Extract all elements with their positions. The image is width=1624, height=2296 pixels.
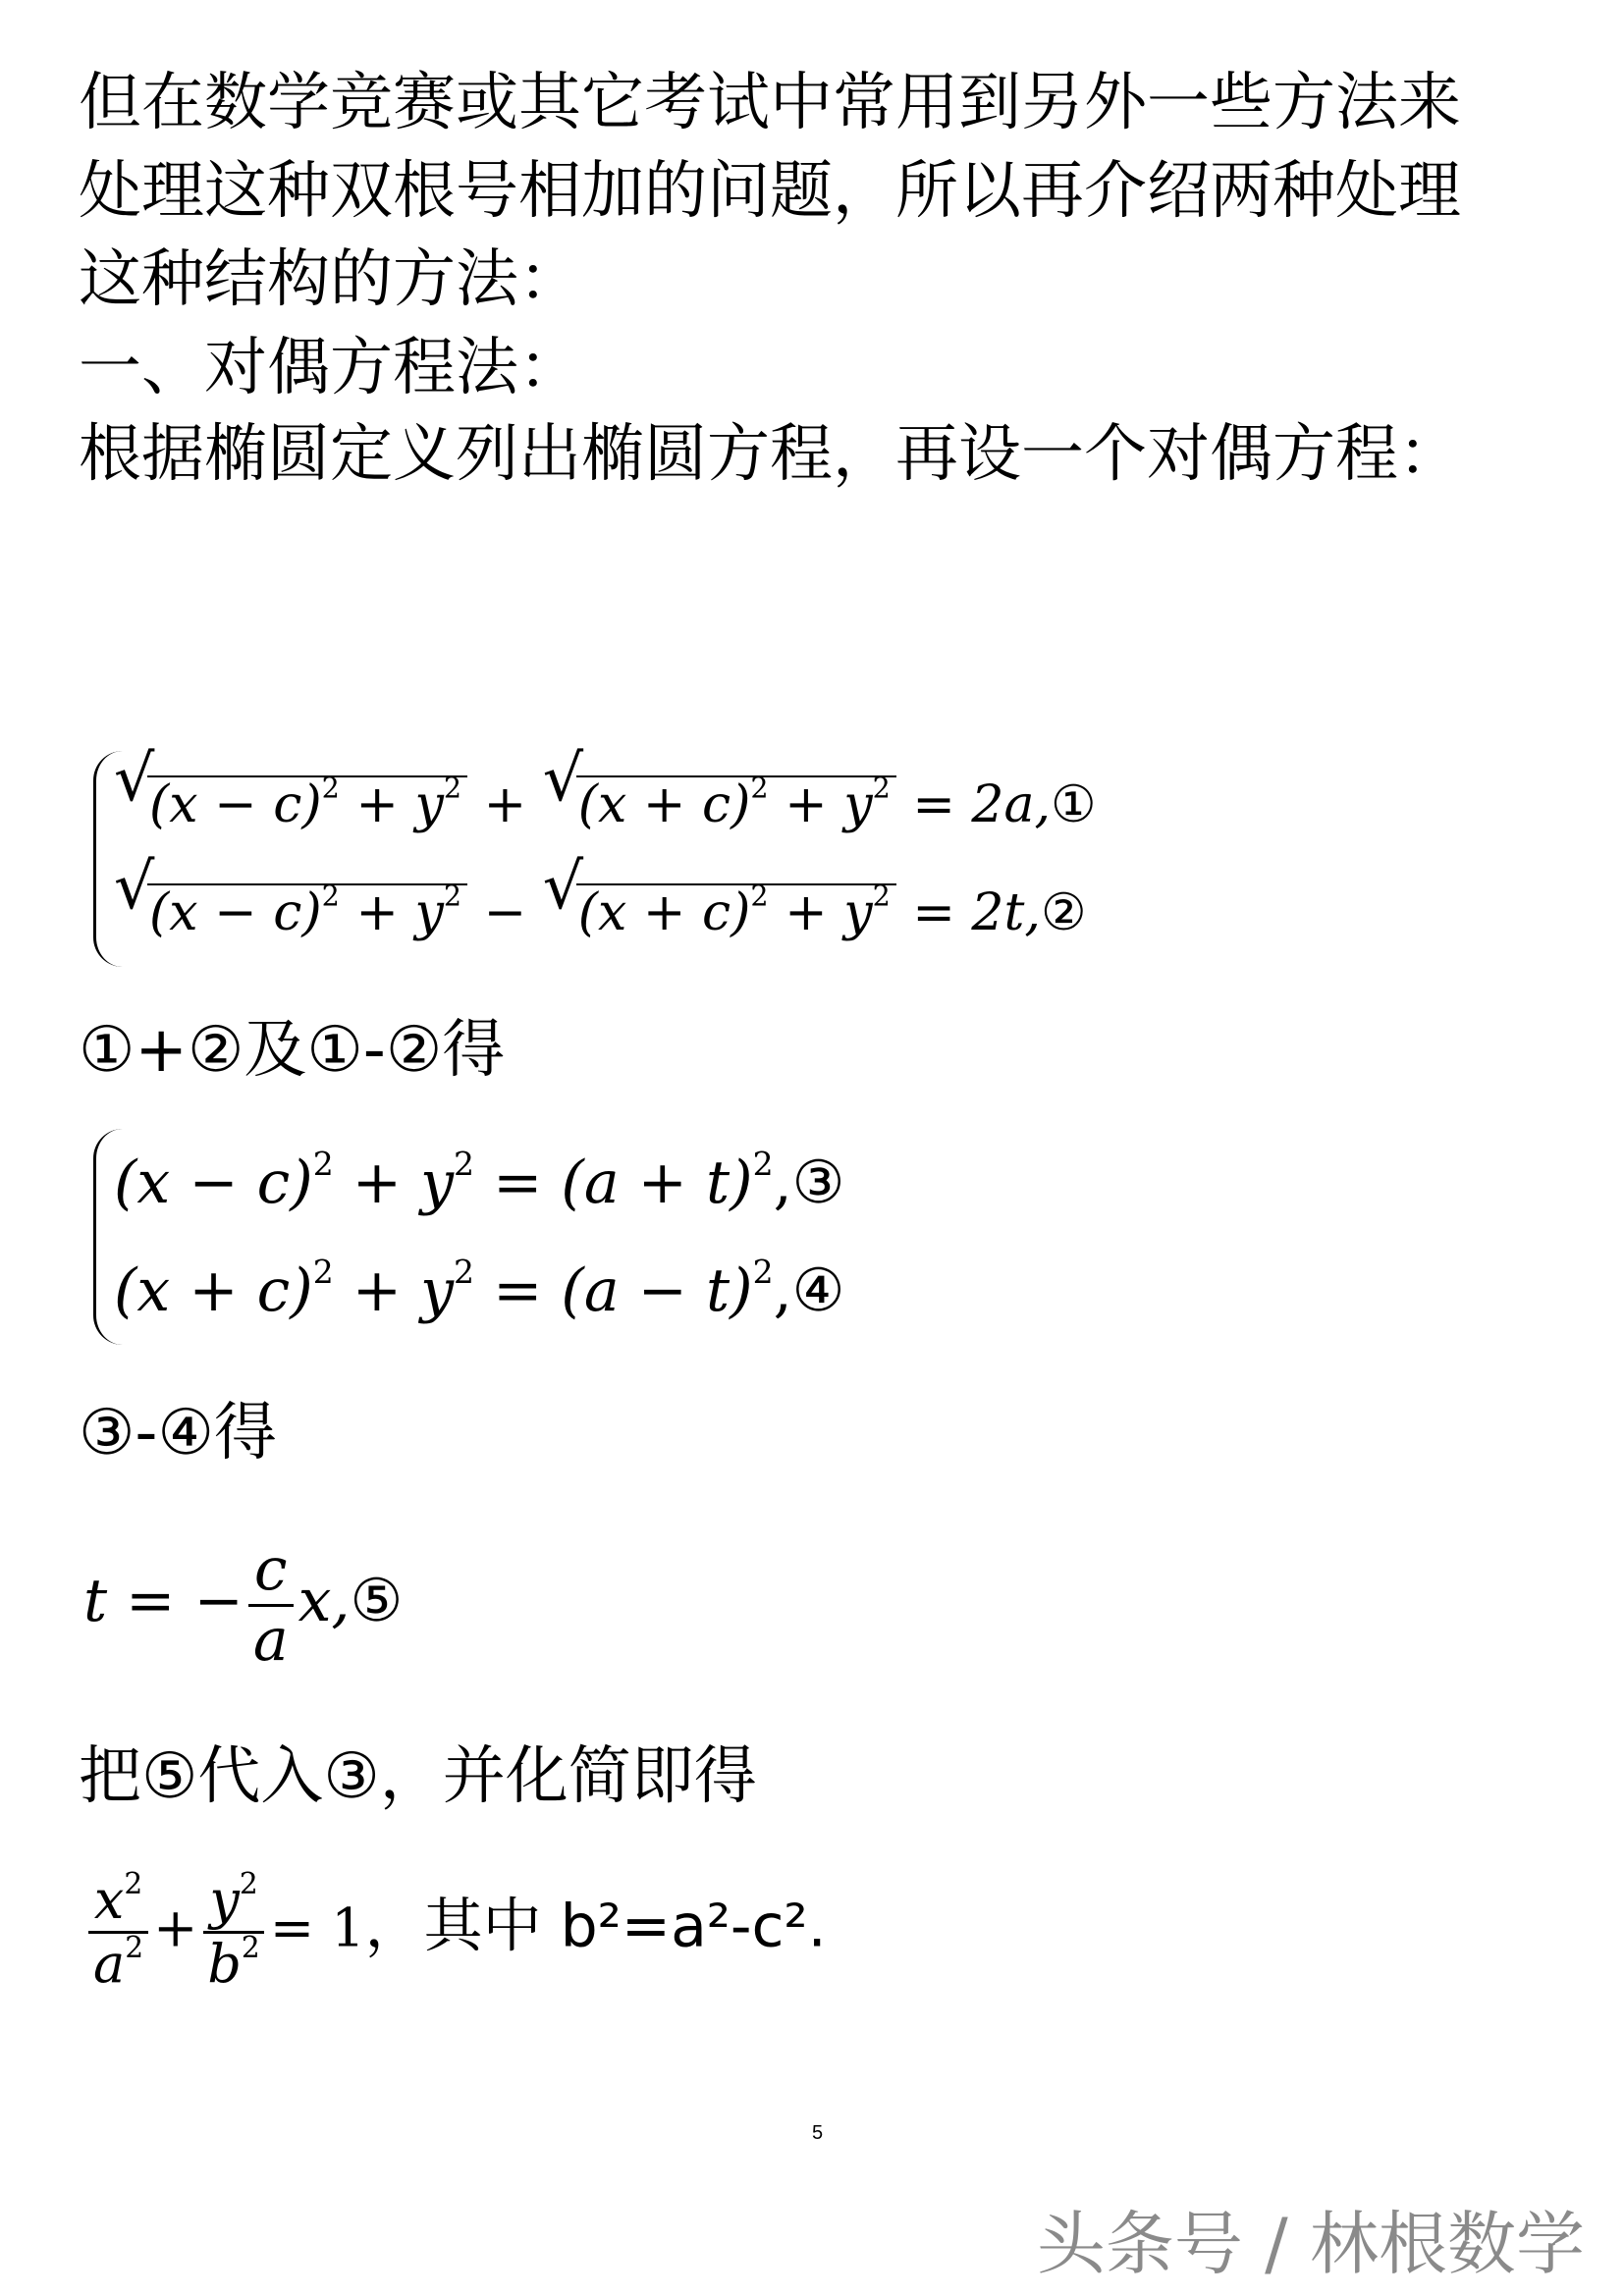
- eq-mid: + y: [333, 1256, 455, 1325]
- exponent: 2: [321, 879, 340, 913]
- sqrt-base: (x + c): [577, 883, 751, 942]
- final-equation: [83, 1866, 827, 1996]
- equation-system-2: [93, 1129, 899, 1345]
- fraction-x: [87, 1866, 149, 1996]
- sqrt-rest: + y: [768, 883, 873, 942]
- paragraph-line-3: 这种结构的方法：: [79, 243, 581, 316]
- equation-rhs: = 1: [269, 1896, 365, 1959]
- exponent: 2: [239, 1866, 258, 1901]
- equation-3: [114, 1129, 899, 1237]
- numerator: x: [93, 1869, 125, 1931]
- equation-rhs: = 2t,: [912, 883, 1041, 942]
- fraction: [247, 1536, 295, 1675]
- exponent: 2: [125, 1930, 144, 1965]
- equation-system-1: [93, 742, 1097, 967]
- sqrt-term: √ $(x + c)^2 + y^2$: [543, 859, 896, 967]
- equation-4: [114, 1237, 899, 1345]
- equation-2: [114, 850, 1096, 967]
- exponent: 2: [752, 1252, 774, 1291]
- equation-5: [83, 1536, 403, 1675]
- fraction-y: [201, 1866, 265, 1996]
- exponent: 2: [312, 1144, 334, 1183]
- exponent: 2: [750, 879, 769, 913]
- sqrt-term: √ $(x - c)^2 + y^2$: [114, 859, 467, 967]
- equation-label: ⑤: [350, 1567, 404, 1636]
- eq5-tail: x,: [298, 1567, 351, 1636]
- operator: +: [483, 775, 527, 834]
- equation-rhs: = 2a,: [912, 775, 1052, 834]
- eq5-lhs: t = −: [83, 1567, 244, 1636]
- sqrt-rest: + y: [339, 883, 444, 942]
- sqrt-term: √ $(x + c)^2 + y^2$: [543, 751, 896, 859]
- sqrt-term: √ $(x - c)^2 + y^2$: [114, 751, 467, 859]
- eq-rhs: = (a − t): [474, 1256, 753, 1325]
- exponent: 2: [443, 771, 462, 805]
- eq-rhs: = (a + t): [474, 1148, 753, 1217]
- equation-label: ③: [791, 1148, 845, 1217]
- step-3: 把⑤代入③，并化简即得: [79, 1740, 757, 1813]
- paragraph-line-2: 处理这种双根号相加的问题，所以再介绍两种处理: [79, 155, 1461, 228]
- intro-line: 根据椭圆定义列出椭圆方程，再设一个对偶方程：: [79, 418, 1461, 491]
- denominator: a: [93, 1933, 126, 1996]
- denominator: a: [252, 1606, 289, 1675]
- exponent: 2: [454, 1144, 475, 1183]
- exponent: 2: [752, 1144, 774, 1183]
- final-note: ，其中 b²=a²-c².: [364, 1892, 827, 1961]
- eq-lhs: (x − c): [114, 1148, 313, 1217]
- exponent: 2: [454, 1252, 475, 1291]
- exponent: 2: [872, 879, 891, 913]
- exponent: 2: [750, 771, 769, 805]
- page-number: 5: [812, 2122, 824, 2144]
- step-2: ③-④得: [79, 1397, 277, 1469]
- sqrt-rest: + y: [339, 775, 444, 834]
- eq-mid: + y: [333, 1148, 455, 1217]
- equation-label: ④: [791, 1256, 845, 1325]
- watermark: 头条号 / 林根数学: [1036, 2204, 1585, 2284]
- paragraph-line-1: 但在数学竞赛或其它考试中常用到另外一些方法来: [79, 67, 1461, 139]
- exponent: 2: [321, 771, 340, 805]
- eq-end: ,: [773, 1148, 792, 1217]
- numerator: c: [248, 1536, 294, 1607]
- exponent: 2: [241, 1930, 260, 1965]
- sqrt-rest: + y: [768, 775, 873, 834]
- operator: +: [153, 1896, 198, 1959]
- exponent: 2: [872, 771, 891, 805]
- step-1: ①+②及①-②得: [79, 1014, 506, 1087]
- sqrt-base: (x − c): [149, 775, 322, 834]
- equation-1: [114, 742, 1097, 859]
- denominator: b: [207, 1933, 242, 1996]
- eq-end: ,: [773, 1256, 792, 1325]
- sqrt-base: (x + c): [577, 775, 751, 834]
- exponent: 2: [443, 879, 462, 913]
- equation-label: ②: [1040, 883, 1087, 942]
- operator: −: [483, 883, 527, 942]
- exponent: 2: [312, 1252, 334, 1291]
- exponent: 2: [124, 1866, 143, 1901]
- equation-label: ①: [1051, 775, 1097, 834]
- numerator: y: [209, 1869, 240, 1931]
- eq-lhs: (x + c): [114, 1256, 313, 1325]
- heading-method-1: 一、对偶方程法：: [79, 332, 581, 404]
- sqrt-base: (x − c): [149, 883, 322, 942]
